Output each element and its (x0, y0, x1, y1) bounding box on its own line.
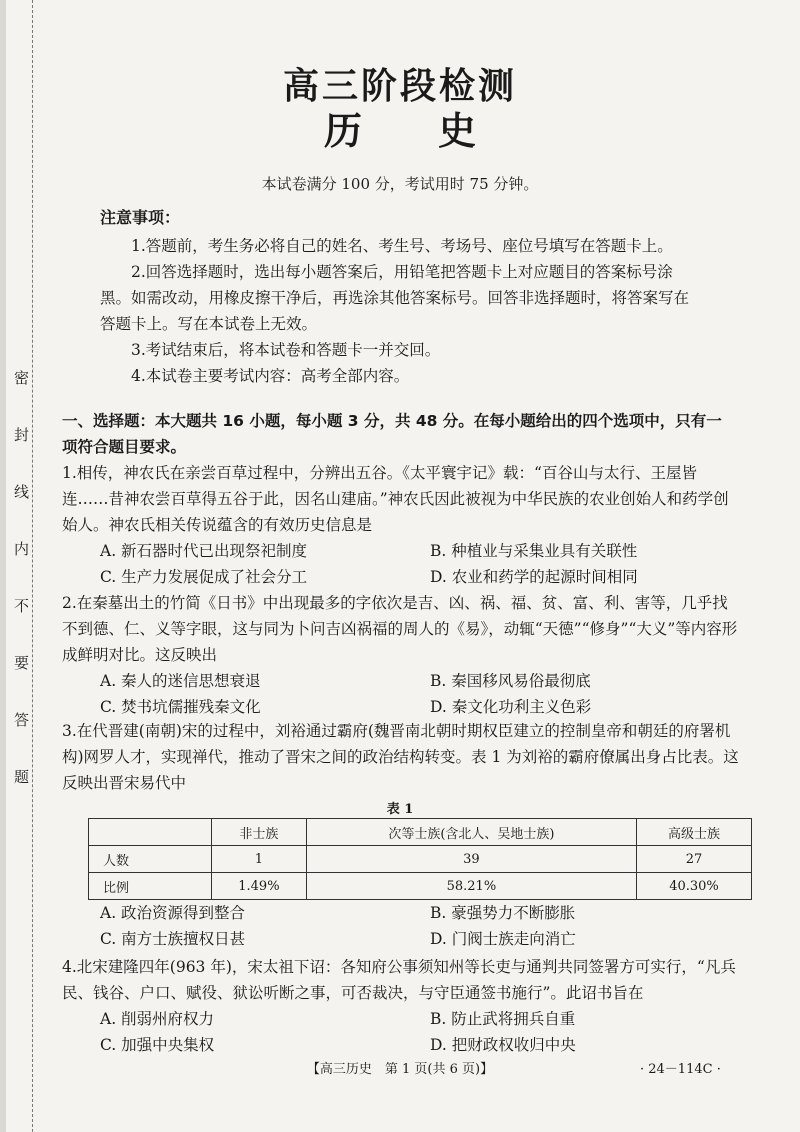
option-c: C. 生产力发展促成了社会分工 (100, 568, 308, 586)
question-1 (62, 460, 742, 590)
option-c: C. 焚书坑儒摧残秦文化 (100, 698, 261, 716)
option-b: B. 防止武将拥兵自重 (430, 1010, 576, 1028)
section-heading: 一、选择题：本大题共 16 小题，每小题 3 分，共 48 分。在每小题给出的四个选项中，只有一项符合题目要求。 (62, 412, 722, 456)
table-cell: 非士族 (212, 819, 307, 846)
table-row (89, 846, 752, 873)
option-b: B. 种植业与采集业具有关联性 (430, 542, 638, 560)
table-caption: 表 1 (386, 802, 414, 817)
notice-item: 1.答题前，考生务必将自己的姓名、考生号、考场号、座位号填写在答题卡上。 (131, 237, 673, 255)
table-1 (88, 818, 752, 900)
option-b: B. 豪强势力不断膨胀 (430, 904, 576, 922)
option-d: D. 门阀士族走向消亡 (430, 930, 576, 948)
option-a: A. 新石器时代已出现祭祀制度 (100, 542, 308, 560)
option-c: C. 加强中央集权 (100, 1036, 215, 1054)
question-stem: 2.在秦墓出土的竹简《日书》中出现最多的字依次是吉、凶、祸、福、贫、富、利、害等，几乎找不到德、仁、义等字眼，这与同为卜问吉凶祸福的周人的《易》，动辄“天德”“修身”“大义”等内容形成鲜明对比。这反映出 (62, 594, 738, 664)
table-cell: 1.49% (212, 873, 307, 900)
table-cell: 高级士族 (636, 819, 751, 846)
notice-item: 4.本试卷主要考试内容：高考全部内容。 (131, 367, 410, 385)
question-stem: 1.相传，神农氏在亲尝百草过程中，分辨出五谷。《太平寰宇记》载：“百谷山与太行、王屋皆连……昔神农尝百草得五谷于此，因名山建庙。”神农氏因此被视为中华民族的农业创始人和药学创始人。神农氏相关传说蕴含的有效历史信息是 (62, 464, 729, 534)
notice-item: 2.回答选择题时，选出每小题答案后，用铅笔把答题卡上对应题目的答案标号涂黑。如需改动，用橡皮擦干净后，再选涂其他答案标号。回答非选择题时，将答案写在答题卡上。写在本试卷上无效。 (100, 263, 690, 333)
option-d: D. 农业和药学的起源时间相同 (430, 568, 638, 586)
table-cell: 次等士族(含北人、吴地士族) (306, 819, 636, 846)
table-row (89, 873, 752, 900)
page-title: 高三阶段检测 (282, 66, 517, 107)
option-a: A. 削弱州府权力 (100, 1010, 215, 1028)
question-4 (62, 954, 742, 1058)
option-c: C. 南方士族擅权日甚 (100, 930, 246, 948)
question-stem: 4.北宋建隆四年(963 年)，宋太祖下诏：各知府公事须知州等长吏与通判共同签署方可实行，“凡兵民、钱谷、户口、赋役、狱讼听断之事，可否裁决，与守臣通签书施行”。此诏书旨在 (62, 958, 736, 1002)
page-edge (0, 0, 6, 1132)
table-cell: 58.21% (306, 873, 636, 900)
exam-info: 本试卷满分 100 分，考试用时 75 分钟。 (261, 175, 539, 193)
page-footer: 【高三历史 第 1 页(共 6 页)】 (306, 1062, 494, 1077)
table-cell: 人数 (89, 846, 212, 873)
notice-heading: 注意事项： (100, 208, 181, 227)
table-header-row (89, 819, 752, 846)
exam-code: · 24－114C · (640, 1062, 721, 1077)
question-2 (62, 590, 742, 720)
question-3 (62, 718, 742, 796)
binding-margin-text: 密封线内不要答题 (12, 370, 30, 826)
binding-dashed-line (32, 0, 33, 1132)
subject-title: 历 史 (323, 109, 476, 153)
option-a: A. 秦人的迷信思想衰退 (100, 672, 261, 690)
question-3-options (62, 900, 742, 952)
option-b: B. 秦国移风易俗最彻底 (430, 672, 591, 690)
option-a: A. 政治资源得到整合 (100, 904, 246, 922)
option-d: D. 秦文化功利主义色彩 (430, 698, 592, 716)
option-d: D. 把财政权收归中央 (430, 1036, 576, 1054)
table-cell: 40.30% (636, 873, 751, 900)
notice-item: 3.考试结束后，将本试卷和答题卡一并交回。 (131, 341, 441, 359)
table-cell: 1 (212, 846, 307, 873)
table-cell: 27 (636, 846, 751, 873)
table-cell: 比例 (89, 873, 212, 900)
table-cell (89, 819, 212, 846)
question-stem: 3.在代晋建(南朝)宋的过程中，刘裕通过霸府(魏晋南北朝时期权臣建立的控制皇帝和朝廷的府署机构)网罗人才，实现禅代，推动了晋宋之间的政治结构转变。表 1 为刘裕的霸府僚属出身占比表。这反映出晋宋易代中 (62, 722, 739, 792)
table-cell: 39 (306, 846, 636, 873)
